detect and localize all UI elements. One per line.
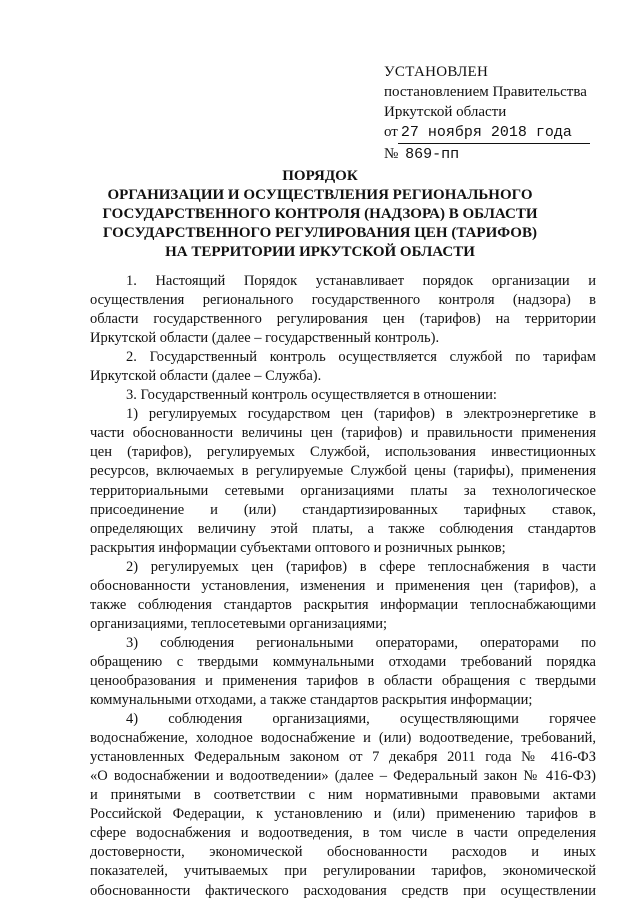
text-line: части обоснованности величины цен (тарифов) и правильности применения bbox=[90, 425, 596, 442]
document-body bbox=[90, 272, 596, 901]
text-line: 2) регулируемых цен (тарифов) в сфере теплоснабжения в части bbox=[126, 558, 596, 575]
text-line: раскрытия информации субъектами оптового и розничных рынков; bbox=[90, 539, 506, 556]
text-line: «О водоснабжении и водоотведении» (далее – Федеральный закон № 416-ФЗ) bbox=[90, 768, 596, 785]
text-line: сфере водоснабжения и водоотведения, в том числе в части определения bbox=[90, 825, 596, 842]
text-line: коммунальными отходами, а также стандартов раскрытия информации; bbox=[90, 692, 533, 709]
paragraph-3 bbox=[90, 386, 596, 405]
text-line: 1. Настоящий Порядок устанавливает порядок организации и bbox=[126, 273, 596, 289]
text-line: и принятыми в соответствии с ним нормативными правовыми актами bbox=[90, 787, 596, 804]
title-line: ПОРЯДОК bbox=[282, 168, 358, 184]
title-line: ОРГАНИЗАЦИИ И ОСУЩЕСТВЛЕНИЯ РЕГИОНАЛЬНОГО bbox=[107, 187, 533, 203]
document-title bbox=[90, 167, 550, 262]
text-line: цен (тарифов), регулируемых Службой, использования инвестиционных bbox=[90, 444, 596, 461]
approval-number-value: 869-пп bbox=[405, 146, 460, 163]
approval-heading: УСТАНОВЛЕН bbox=[384, 64, 489, 80]
text-line: ресурсов, включаемых в регулируемые Службой цены (тарифы), применения bbox=[90, 463, 596, 480]
text-line: определяющих величину этой платы, а также соблюдения стандартов bbox=[90, 520, 596, 537]
title-line: ГОСУДАРСТВЕННОГО КОНТРОЛЯ (НАДЗОРА) В ОБЛАСТИ bbox=[102, 206, 538, 222]
text-line: осуществления регионального государственного контроля (надзора) в bbox=[90, 292, 596, 309]
text-line: Иркутской области (далее – государственный контроль). bbox=[90, 330, 440, 347]
approval-number-prefix: № bbox=[384, 146, 399, 162]
approval-number-row bbox=[384, 144, 624, 165]
approval-date-value: 27 ноября 2018 года bbox=[398, 123, 590, 144]
text-line: обоснованности установления, изменения и применения цен (тарифов), а bbox=[90, 577, 596, 594]
text-line: обоснованности фактического расходования средств при осуществлении bbox=[90, 882, 596, 899]
item-1 bbox=[90, 405, 596, 557]
text-line: организациями, теплосетевыми организациями; bbox=[90, 615, 388, 632]
text-line: ценообразования и применения тарифов в области обращения с твердыми bbox=[90, 672, 596, 689]
text-line: Российской Федерации, к установлению и (или) применению тарифов в bbox=[90, 806, 596, 823]
item-4 bbox=[90, 710, 596, 900]
approval-block bbox=[384, 62, 624, 165]
text-line: 2. Государственный контроль осуществляется службой по тарифам bbox=[126, 349, 596, 366]
text-line: 4) соблюдения организациями, осуществляющими горячее bbox=[126, 711, 596, 728]
text-line: присоединение и (или) стандартизированных тарифных ставок, bbox=[90, 501, 596, 518]
approval-line-2: Иркутской области bbox=[384, 104, 507, 120]
approval-line-1: постановлением Правительства bbox=[384, 84, 587, 100]
text-line: 3. Государственный контроль осуществляется в отношении: bbox=[126, 387, 497, 404]
text-line: показателей, учитываемых при регулировании тарифов, экономической bbox=[90, 863, 596, 880]
approval-date-row bbox=[384, 122, 624, 144]
text-line: достоверности, экономической обоснованности расходов и иных bbox=[90, 844, 596, 861]
text-line: 1) регулируемых государством цен (тарифов) в электроэнергетике в bbox=[126, 406, 596, 423]
text-line: 3) соблюдения региональными операторами, операторами по bbox=[126, 634, 596, 651]
text-line: области государственного регулирования цен (тарифов) на территории bbox=[90, 311, 596, 328]
paragraph-1 bbox=[90, 272, 596, 348]
approval-date-prefix: от bbox=[384, 124, 398, 140]
paragraph-2 bbox=[90, 348, 596, 386]
title-line: НА ТЕРРИТОРИИ ИРКУТСКОЙ ОБЛАСТИ bbox=[165, 244, 475, 260]
text-line: Иркутской области (далее – Служба). bbox=[90, 368, 322, 385]
item-2 bbox=[90, 558, 596, 634]
text-line: обращению с твердыми коммунальными отходами требований порядка bbox=[90, 653, 596, 670]
text-line: установленных Федеральным законом от 7 декабря 2011 года № 416-ФЗ bbox=[90, 749, 596, 766]
text-line: территориальными сетевыми организациями платы за технологическое bbox=[90, 482, 596, 499]
text-line: водоснабжение, холодное водоснабжение и (или) водоотведение, требований, bbox=[90, 730, 596, 747]
text-line: также соблюдения стандартов раскрытия информации теплоснабжающими bbox=[90, 596, 596, 613]
item-3 bbox=[90, 634, 596, 710]
title-line: ГОСУДАРСТВЕННОГО РЕГУЛИРОВАНИЯ ЦЕН (ТАРИФОВ) bbox=[103, 225, 537, 241]
